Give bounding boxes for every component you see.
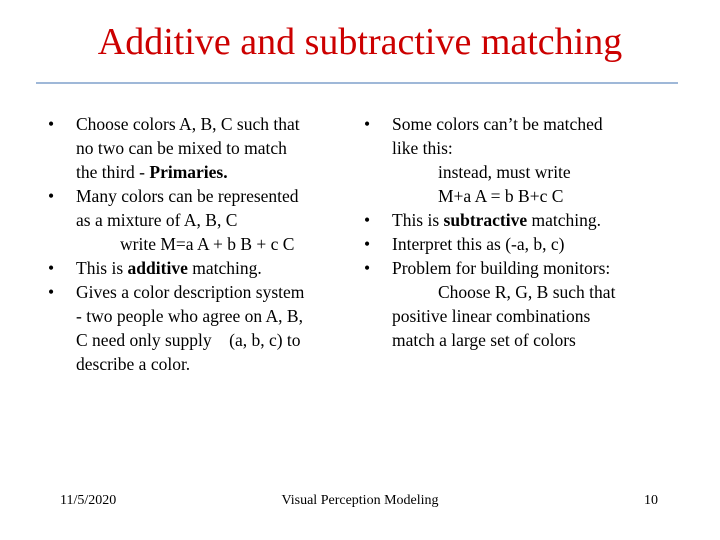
bullet-line bbox=[76, 112, 348, 136]
bullet-emphasis: additive bbox=[127, 258, 188, 278]
bullet-line bbox=[392, 184, 676, 208]
bullet-text: C need only supply (a, b, c) to bbox=[76, 330, 301, 350]
bullet-text: Interpret this as (-a, b, c) bbox=[392, 234, 565, 254]
bullet-text: Gives a color description system bbox=[76, 282, 305, 302]
bullet-text: no two can be mixed to match bbox=[76, 138, 287, 158]
right-bullet-list bbox=[364, 112, 676, 352]
bullet-text: match a large set of colors bbox=[392, 330, 576, 350]
bullet-item bbox=[364, 256, 676, 352]
bullet-item bbox=[48, 280, 348, 376]
bullet-item bbox=[48, 184, 348, 256]
bullet-text: as a mixture of A, B, C bbox=[76, 210, 238, 230]
bullet-text: Many colors can be represented bbox=[76, 186, 299, 206]
bullet-text: write M=a A + b B + c C bbox=[120, 234, 295, 254]
bullet-line bbox=[76, 208, 348, 232]
bullet-text: Choose colors A, B, C such that bbox=[76, 114, 300, 134]
bullet-line bbox=[392, 256, 676, 280]
bullet-line bbox=[76, 136, 348, 160]
bullet-text: Choose R, G, B such that bbox=[438, 282, 616, 302]
bullet-text: - two people who agree on A, B, bbox=[76, 306, 303, 326]
bullet-item bbox=[364, 232, 676, 256]
bullet-line bbox=[76, 280, 348, 304]
bullet-text: instead, must write bbox=[438, 162, 571, 182]
bullet-text: like this: bbox=[392, 138, 453, 158]
bullet-line bbox=[392, 232, 676, 256]
bullet-text: matching. bbox=[187, 258, 262, 278]
bullet-text: Problem for building monitors: bbox=[392, 258, 611, 278]
right-column bbox=[364, 112, 676, 352]
bullet-text: matching. bbox=[527, 210, 602, 230]
bullet-line bbox=[392, 112, 676, 136]
footer-title: Visual Perception Modeling bbox=[281, 493, 439, 508]
bullet-line bbox=[76, 256, 348, 280]
bullet-line bbox=[392, 280, 676, 304]
bullet-line bbox=[76, 184, 348, 208]
page-number: 10 bbox=[644, 493, 658, 508]
bullet-line bbox=[392, 328, 676, 352]
bullet-line bbox=[76, 304, 348, 328]
bullet-item bbox=[48, 256, 348, 280]
bullet-icon: • bbox=[48, 186, 55, 206]
bullet-item bbox=[48, 112, 348, 184]
bullet-item bbox=[364, 112, 676, 208]
bullet-icon: • bbox=[364, 210, 371, 230]
bullet-text: M+a A = b B+c C bbox=[438, 186, 564, 206]
bullet-line bbox=[76, 232, 348, 256]
bullet-text: positive linear combinations bbox=[392, 306, 591, 326]
bullet-icon: • bbox=[364, 234, 371, 254]
bullet-text: Some colors can’t be matched bbox=[392, 114, 603, 134]
footer-date: 11/5/2020 bbox=[60, 493, 117, 508]
bullet-line bbox=[392, 208, 676, 232]
bullet-text: the third - bbox=[76, 162, 150, 182]
bullet-icon: • bbox=[48, 258, 55, 278]
title-divider bbox=[36, 82, 678, 84]
bullet-icon: • bbox=[48, 282, 55, 302]
bullet-text: This is bbox=[392, 210, 444, 230]
left-bullet-list bbox=[48, 112, 348, 376]
bullet-line bbox=[76, 328, 348, 352]
bullet-item bbox=[364, 208, 676, 232]
left-column bbox=[48, 112, 348, 376]
bullet-text: This is bbox=[76, 258, 128, 278]
bullet-line bbox=[392, 160, 676, 184]
bullet-icon: • bbox=[364, 114, 371, 134]
bullet-line bbox=[76, 352, 348, 376]
bullet-icon: • bbox=[48, 114, 55, 134]
bullet-line bbox=[392, 304, 676, 328]
bullet-emphasis: Primaries. bbox=[149, 162, 228, 182]
slide-title: Additive and subtractive matching bbox=[97, 21, 623, 63]
bullet-icon: • bbox=[364, 258, 371, 278]
bullet-line bbox=[392, 136, 676, 160]
bullet-line bbox=[76, 160, 348, 184]
bullet-text: describe a color. bbox=[76, 354, 191, 374]
bullet-emphasis: subtractive bbox=[443, 210, 528, 230]
